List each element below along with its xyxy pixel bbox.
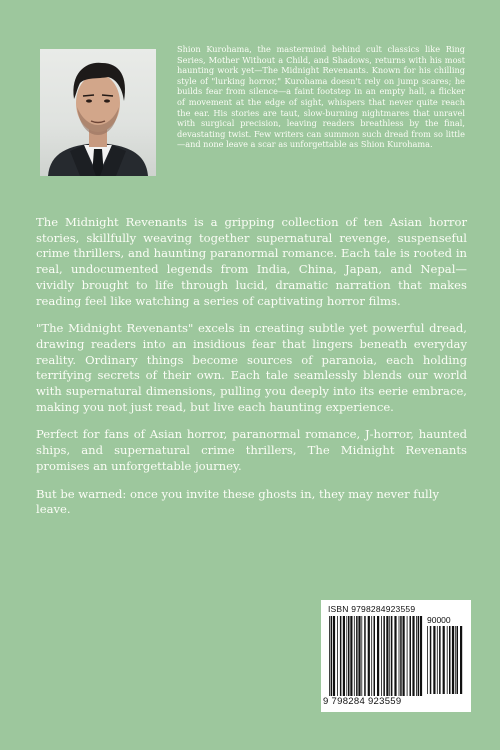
barcode-bar — [399, 616, 400, 696]
description-paragraph-4: But be warned: once you invite these ghosts in, they may never fully leave. — [36, 486, 440, 517]
barcode-bar — [403, 616, 405, 696]
barcode-digits: 9 798284 923559 — [323, 696, 402, 707]
barcode-bar — [350, 616, 352, 696]
barcode-bar — [427, 626, 428, 694]
barcode-bar — [333, 616, 335, 696]
barcode-bar — [337, 616, 338, 696]
barcode-bar — [460, 626, 462, 694]
barcode-bar — [439, 626, 441, 694]
barcode-bar — [410, 616, 412, 696]
barcode-bar — [377, 616, 379, 696]
barcode-bar — [386, 616, 388, 696]
barcode-bar — [371, 616, 372, 696]
barcode-bar — [340, 616, 342, 696]
book-description — [36, 215, 467, 530]
barcode-bar — [457, 626, 459, 694]
isbn-barcode — [329, 616, 423, 696]
barcode-bar — [368, 616, 370, 696]
barcode-bar — [394, 616, 396, 696]
barcode-bar — [437, 626, 438, 694]
barcode-box — [321, 600, 471, 712]
barcode-bar — [412, 616, 414, 696]
barcode-bar — [443, 626, 445, 694]
barcode-bar — [430, 626, 432, 694]
barcode-bar — [383, 616, 385, 696]
barcode-bar — [418, 616, 420, 696]
author-bio: Shion Kurohama, the mastermind behind cult classics like Ring Series, Mother Without a Child, and Shadows, returns with his most haunting work yet—The Midnight Revenants. Known for his chilling style of "lurking horror," Kurohama doesn't rely on jump scares; he builds fear from silence—a faint footstep in an empty hall, a flicker of movement at the edge of sight, whispers that never quite reach the ear. His stories are taut, slow-burning nightmares that unravel with surgical precision, leaving readers breathless by the final, devastating twist. Few writers can summon such dread from so little—and none leave a scar as unforgettable as Shion Kurohama. — [177, 44, 465, 150]
barcode-bar — [364, 616, 366, 696]
author-photo — [40, 49, 156, 176]
barcode-bar — [356, 616, 358, 696]
barcode-bar — [348, 616, 350, 696]
barcode-bar — [358, 616, 360, 696]
barcode-bar — [389, 616, 390, 696]
barcode-bar — [381, 616, 382, 696]
barcode-bar — [343, 616, 345, 696]
barcode-bar — [329, 616, 330, 696]
barcode-bar — [449, 626, 451, 694]
author-portrait-image — [40, 49, 156, 176]
barcode-bar — [331, 616, 333, 696]
barcode-bar — [407, 616, 408, 696]
description-paragraph-2: "The Midnight Revenants" excels in creating subtle yet powerful dread, drawing readers into an insidious fear that lingers beneath everyday reality. Ordinary things become sources of paranoia, each holding terrifying secrets of their own. Each tale seamlessly blends our world with supernatural dimensions, pulling you deeply into its eerie embrace, making you not just read, but live each haunting experience. — [36, 321, 467, 414]
barcode-bar — [455, 626, 456, 694]
description-paragraph-1: The Midnight Revenants is a gripping collection of ten Asian horror stories, skillfully weaving together supernatural revenge, suspenseful crime thrillers, and haunting paranormal romance. Each tale is rooted in real, undocumented legends from India, China, Japan, and Nepal—vividly brought to life through lucid, dramatic narration that makes reading feel like watching a series of captivating horror films. — [36, 215, 467, 308]
barcode-bar — [452, 626, 454, 694]
barcode-bar — [354, 616, 355, 696]
barcode-bar — [416, 616, 417, 696]
barcode-bar — [391, 616, 393, 696]
barcode-bar — [374, 616, 376, 696]
isbn-label: ISBN 9798284923559 — [328, 604, 416, 614]
barcode-bar — [420, 616, 422, 696]
barcode-bar — [447, 626, 448, 694]
barcode-bar — [400, 616, 402, 696]
description-paragraph-3: Perfect for fans of Asian horror, paranormal romance, J-horror, haunted ships, and supernatural crime thrillers, The Midnight Revenants promises an unforgettable journey. — [36, 427, 467, 473]
barcode-bar — [433, 626, 435, 694]
barcode-bar — [361, 616, 362, 696]
price-addon-barcode — [427, 626, 465, 694]
barcode-bar — [346, 616, 347, 696]
price-code: 90000 — [427, 615, 451, 625]
